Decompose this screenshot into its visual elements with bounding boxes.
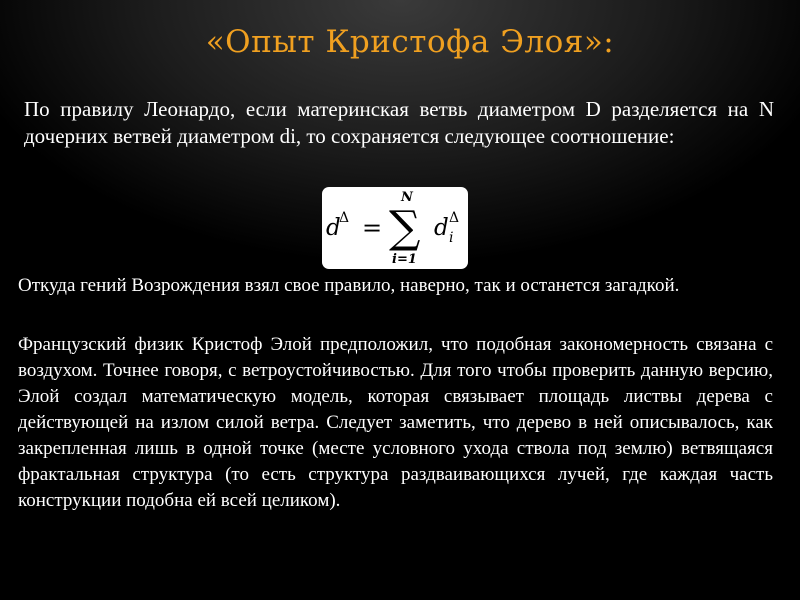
paragraph-eloy-model: Французский физик Кристоф Элой предположил, что подобная закономерность связана с воздухом. Точнее говоря, с ветроустойчивостью. Для того чтобы проверить данную версию, Элой создал математическую модель, которая связывает площадь листвы дерева с действующей на излом силой ветра. Следует заметить, что дерево в ней описывалось, как закрепленная лишь в одной точке (месте условного ухода ствола под землю) ветвящаяся фрактальная структура (то есть структура раздваивающихся лучей, где каждая часть конструкции подобна ей всей целиком). [18, 334, 773, 511]
formula-lhs-base: d [326, 215, 341, 241]
formula-rhs-exponent: Δ [449, 210, 460, 226]
formula-rhs-subscript: i [449, 230, 454, 246]
formula-sum-lower: i=1 [392, 252, 417, 267]
formula-sum-upper: N [401, 190, 413, 205]
intro-paragraph: По правилу Леонардо, если материнская ветвь диаметром D разделяется на N дочерних ветвей диаметром di, то сохраняется следующее соотношение: [24, 97, 774, 148]
formula-svg [322, 187, 468, 269]
formula-sum-symbol: ∑ [389, 202, 421, 253]
formula-rhs-base: d [434, 215, 449, 241]
formula-equals: = [362, 214, 383, 242]
formula-image [322, 187, 468, 269]
formula-lhs-exponent: Δ [339, 210, 350, 226]
slide-title: «Опыт Кристофа Элоя»: [205, 24, 615, 60]
paragraph-origin: Откуда гений Возрождения взял свое правило, наверно, так и останется загадкой. [18, 275, 680, 296]
